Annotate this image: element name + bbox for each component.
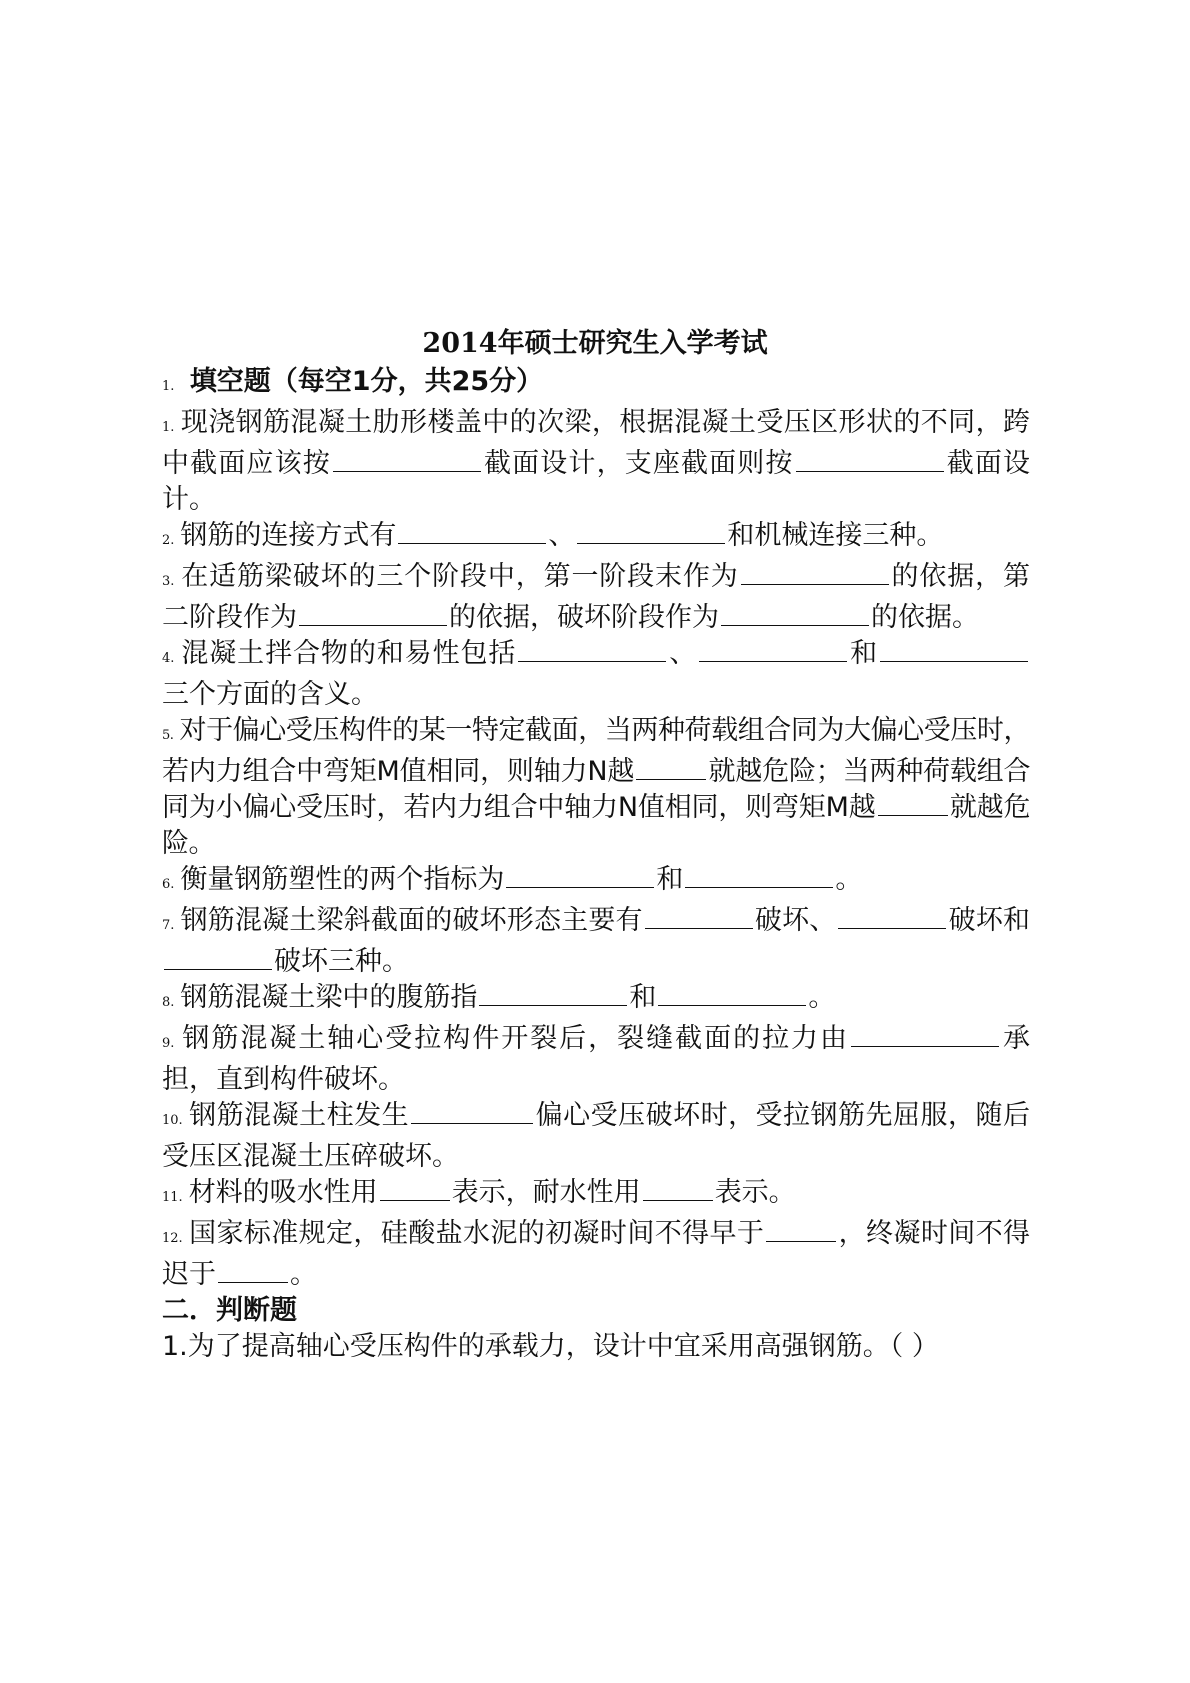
- answer-blank[interactable]: [218, 1258, 288, 1283]
- question-number: 7.: [162, 918, 175, 933]
- section-fill-in-heading: [162, 364, 1030, 405]
- question-number: 4.: [162, 651, 175, 666]
- question-number: 1.: [162, 420, 175, 435]
- question-text: 、: [668, 638, 698, 669]
- question-text: 钢筋混凝土轴心受拉构件开裂后，裂缝截面的拉力由: [180, 1023, 850, 1054]
- answer-blank[interactable]: [878, 791, 948, 816]
- question-number: 3.: [162, 574, 175, 589]
- question-number: 11.: [162, 1190, 183, 1205]
- question-number: 8.: [162, 995, 175, 1010]
- question-text: 。: [808, 982, 836, 1013]
- question-text: 和机械连接三种。: [727, 520, 944, 551]
- question-text: 现浇钢筋混凝土肋形楼盖中的次梁，根据混凝土受压区形状的不同，跨中截面应该按: [162, 407, 1030, 479]
- answer-blank[interactable]: [380, 1176, 450, 1201]
- question-item: [162, 1216, 1030, 1293]
- question-text: 在适筋梁破坏的三个阶段中，第一阶段末作为: [180, 561, 739, 592]
- question-number: 2.: [162, 533, 175, 548]
- judgement-item: 1.为了提高轴心受压构件的承载力，设计中宜采用高强钢筋。（ ）: [162, 1331, 939, 1362]
- answer-blank[interactable]: [479, 981, 627, 1006]
- question-item: [162, 980, 1030, 1021]
- question-text: 破坏和: [948, 905, 1031, 936]
- answer-blank[interactable]: [643, 1176, 713, 1201]
- question-text: 钢筋的连接方式有: [180, 520, 397, 551]
- question-item: [162, 862, 1030, 903]
- section-number: 1.: [162, 379, 175, 394]
- question-item: [162, 1175, 1030, 1216]
- exam-content: [162, 364, 1030, 1365]
- answer-blank[interactable]: [299, 601, 447, 626]
- question-text: 钢筋混凝土柱发生: [188, 1100, 410, 1131]
- answer-blank[interactable]: [411, 1099, 533, 1124]
- question-text: 截面设计，支座截面则按: [482, 448, 794, 479]
- question-number: 9.: [162, 1036, 175, 1051]
- question-number: 5.: [162, 728, 174, 743]
- question-text: 对于偏心受压构件的某一特定截面，当两种荷载组合同为大偏心受压时，若内力组合中弯矩M值相同，则轴力N越: [162, 715, 1030, 787]
- answer-blank[interactable]: [880, 637, 1028, 662]
- question-text: 的依据，破坏阶段作为: [449, 602, 719, 633]
- answer-blank[interactable]: [721, 601, 869, 626]
- question-text: 破坏、: [754, 905, 837, 936]
- question-number: 12.: [162, 1231, 183, 1246]
- question-text: 表示。: [714, 1177, 796, 1208]
- question-item: [162, 518, 1030, 559]
- question-item: [162, 713, 1030, 862]
- question-text: 和: [629, 982, 657, 1013]
- question-number: 10.: [162, 1113, 183, 1128]
- question-text: 衡量钢筋塑性的两个指标为: [180, 864, 505, 895]
- question-text: 。: [835, 864, 863, 895]
- answer-blank[interactable]: [398, 519, 546, 544]
- answer-blank[interactable]: [851, 1022, 999, 1047]
- answer-blank[interactable]: [796, 447, 944, 472]
- question-text: 就越危险。: [162, 792, 1030, 859]
- question-text: 钢筋混凝土梁斜截面的破坏形态主要有: [180, 905, 643, 936]
- question-item: [162, 559, 1030, 636]
- answer-blank[interactable]: [658, 981, 806, 1006]
- answer-blank[interactable]: [636, 755, 706, 780]
- question-text: 的依据。: [871, 602, 979, 633]
- question-item: [162, 1021, 1030, 1098]
- question-text: 、: [548, 520, 576, 551]
- question-text: 。: [290, 1259, 317, 1290]
- answer-blank[interactable]: [506, 863, 654, 888]
- question-item: [162, 405, 1030, 518]
- answer-blank[interactable]: [333, 447, 481, 472]
- question-text: 偏心受压破坏时，受拉钢筋先屈服，随后受压区混凝土压碎破坏。: [162, 1100, 1030, 1172]
- answer-blank[interactable]: [699, 637, 847, 662]
- question-item: [162, 636, 1030, 713]
- question-text: ，终凝时间不得迟于: [162, 1218, 1031, 1290]
- page-title: 2014年硕士研究生入学考试: [422, 328, 768, 359]
- question-text: 和: [849, 638, 879, 669]
- section-title: 填空题（每空1分，共25分）: [189, 366, 544, 397]
- question-item: [162, 903, 1030, 980]
- question-text: 混凝土拌合物的和易性包括: [180, 638, 517, 669]
- question-text: 钢筋混凝土梁中的腹筋指: [180, 982, 478, 1013]
- question-text: 就越危险；当两种荷载组合同为小偏心受压时，若内力组合中轴力N值相同，则弯矩M越: [162, 756, 1031, 823]
- question-number: 6.: [162, 877, 175, 892]
- question-text: 承担，直到构件破坏。: [162, 1023, 1030, 1095]
- question-text: 三个方面的含义。: [162, 679, 378, 710]
- answer-blank[interactable]: [741, 560, 889, 585]
- question-text: 的依据，第二阶段作为: [162, 561, 1031, 633]
- answer-blank[interactable]: [685, 863, 833, 888]
- question-item: [162, 1098, 1030, 1175]
- answer-blank[interactable]: [577, 519, 725, 544]
- answer-blank[interactable]: [164, 945, 272, 970]
- question-text: 国家标准规定，硅酸盐水泥的初凝时间不得早于: [188, 1218, 765, 1249]
- question-text: 表示，耐水性用: [451, 1177, 641, 1208]
- question-text: 材料的吸水性用: [188, 1177, 378, 1208]
- question-text: 截面设计。: [162, 448, 1031, 515]
- answer-blank[interactable]: [518, 637, 666, 662]
- question-text: 破坏三种。: [274, 946, 409, 977]
- answer-blank[interactable]: [645, 904, 753, 929]
- question-text: 和: [656, 864, 684, 895]
- answer-blank[interactable]: [838, 904, 946, 929]
- section-judgement-heading: 二．判断题: [162, 1295, 297, 1326]
- answer-blank[interactable]: [766, 1217, 836, 1242]
